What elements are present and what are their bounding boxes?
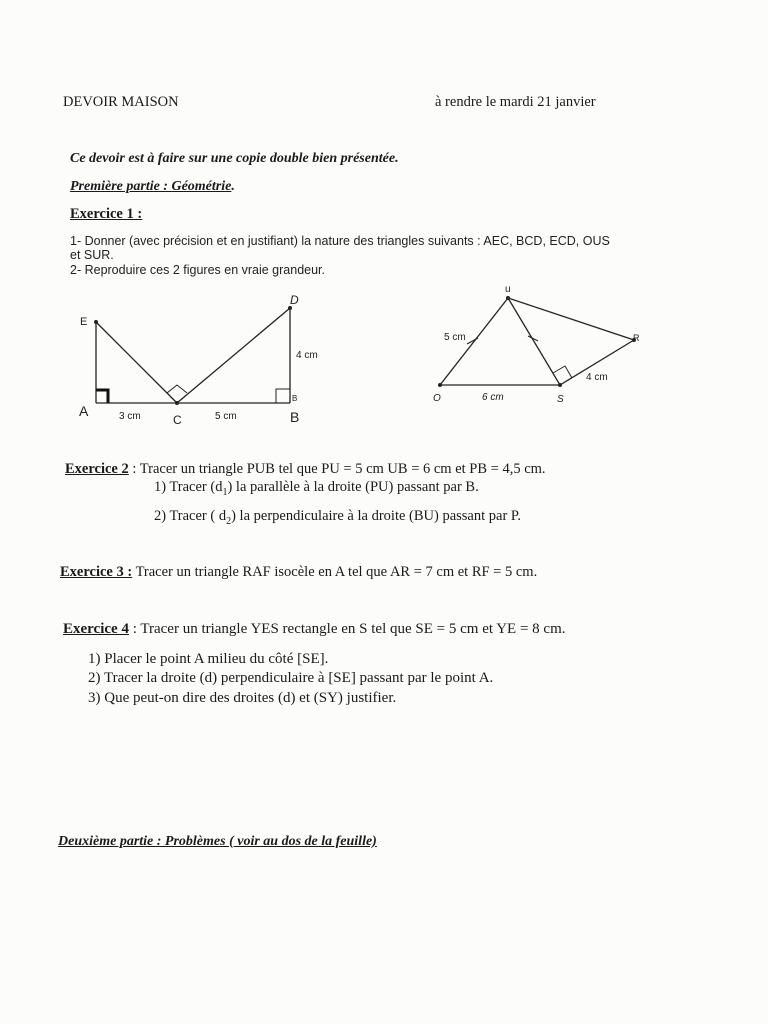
ex4-item-3: 3) Que peut-on dire des droites (d) et (SY) justifier.: [88, 690, 397, 706]
label-S: S: [557, 394, 564, 405]
ex2-item-2: [154, 508, 521, 527]
ex1-line2: et SUR.: [70, 248, 114, 262]
ex4-text: : Tracer un triangle YES rectangle en S tel que SE = 5 cm et YE = 8 cm.: [128, 621, 566, 637]
length-CB: 5 cm: [215, 411, 237, 422]
ex4-item-1: 1) Placer le point A milieu du côté [SE].: [88, 651, 329, 667]
label-B: B: [290, 409, 300, 425]
ex1-line1: 1- Donner (avec précision et en justifiant) la nature des triangles suivants : AEC, BCD, ECD, OUS: [70, 234, 610, 248]
ex3-text: Tracer un triangle RAF isocèle en A tel que AR = 7 cm et RF = 5 cm.: [132, 564, 538, 580]
ex4-label: Exercice 4: [63, 621, 129, 637]
label-U: u: [505, 284, 511, 295]
ex2-item-1-post: ) la parallèle à la droite (PU) passant par B.: [227, 479, 479, 495]
point-O: [438, 383, 442, 387]
label-B-small: B: [292, 394, 298, 403]
ex2-item-1-sub: 1: [222, 486, 228, 498]
ex2-item-1: [154, 479, 479, 498]
label-R: R: [633, 333, 640, 343]
point-E: [94, 320, 98, 324]
ex1-title: Exercice 1 :: [70, 206, 143, 222]
ex2-item-2-pre: 2) Tracer ( d: [154, 508, 227, 524]
part1-title: [70, 179, 235, 195]
right-angle-mark-A: [96, 390, 108, 403]
ex3-statement: [60, 564, 537, 581]
ex4-item-2: 2) Tracer la droite (d) perpendiculaire à [SE] passant par le point A.: [88, 670, 494, 686]
point-C: [175, 401, 179, 405]
right-angle-mark-B: [276, 389, 290, 403]
label-O: O: [433, 393, 441, 404]
header-due-date: à rendre le mardi 21 janvier: [435, 94, 596, 110]
ex2-label: Exercice 2: [65, 461, 129, 477]
label-E: E: [80, 316, 88, 328]
ex2-item-1-pre: 1) Tracer (d: [154, 479, 223, 495]
ex2-text: : Tracer un triangle PUB tel que PU = 5 cm UB = 6 cm et PB = 4,5 cm.: [128, 461, 546, 477]
ex2-item-2-sub: 2: [226, 515, 232, 527]
header-title: DEVOIR MAISON: [63, 94, 179, 110]
part2-title: Deuxième partie : Problèmes ( voir au dos de la feuille): [58, 834, 377, 849]
segment-US: [508, 298, 560, 385]
ex1-line3: 2- Reproduire ces 2 figures en vraie grandeur.: [70, 263, 326, 277]
label-C: C: [173, 413, 182, 427]
segment-CD: [177, 308, 290, 403]
segment-UR: [508, 298, 634, 340]
ex3-label: Exercice 3 :: [60, 564, 133, 580]
point-U: [506, 296, 510, 300]
length-SR: 4 cm: [586, 372, 608, 383]
ex4-statement: [63, 621, 566, 638]
length-OU: 5 cm: [444, 332, 466, 343]
ex2-statement: [65, 461, 546, 478]
figure-2: [420, 280, 650, 410]
figure-1: [70, 290, 330, 430]
label-D: D: [290, 293, 299, 307]
point-S: [558, 383, 562, 387]
part1-title-text: Première partie : Géométrie: [70, 179, 232, 194]
ex2-item-2-post: ) la perpendiculaire à la droite (BU) passant par P.: [231, 508, 521, 524]
label-A: A: [79, 403, 89, 419]
right-angle-mark-C: [167, 385, 187, 393]
length-OS: 6 cm: [482, 392, 504, 403]
right-angle-mark-S: [553, 366, 572, 378]
intro-instruction: Ce devoir est à faire sur une copie double bien présentée.: [70, 151, 399, 166]
length-BD: 4 cm: [296, 350, 318, 361]
part1-title-suffix: .: [231, 179, 235, 194]
length-AC: 3 cm: [119, 411, 141, 422]
